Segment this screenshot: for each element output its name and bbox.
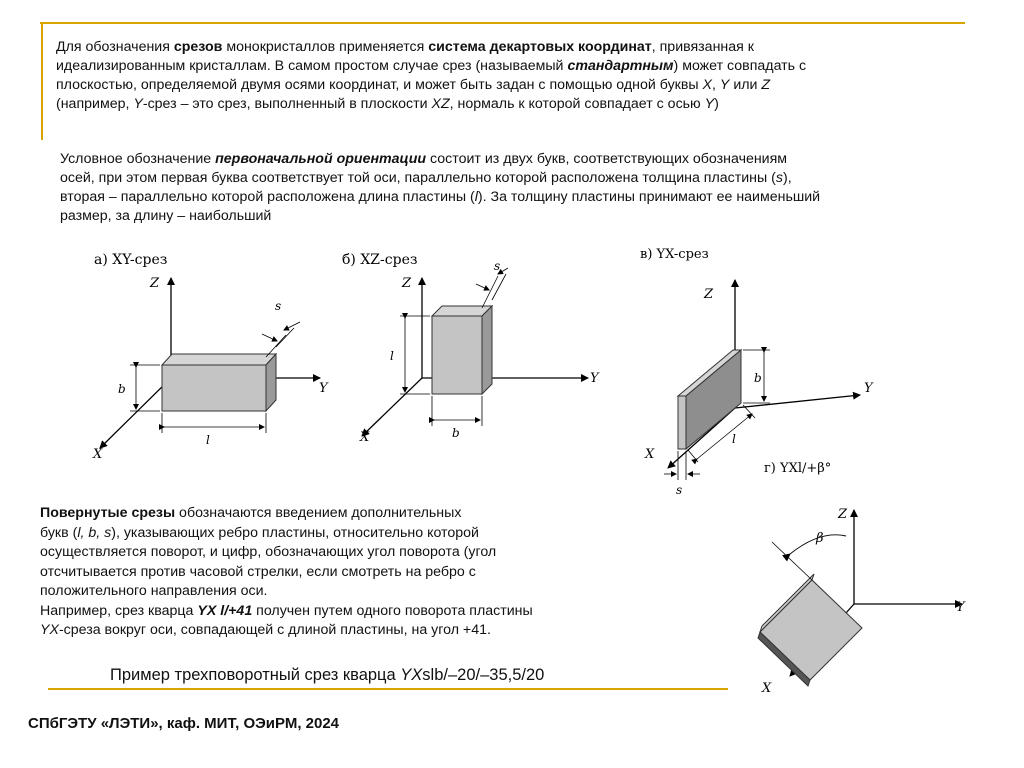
figure-g-title: г) YXl/+β°	[764, 461, 832, 476]
rot-line-7: YX-среза вокруг оси, совпадающей с длиной пластины, на угол +41.	[40, 622, 491, 638]
fig-b-s-label: s	[494, 259, 501, 273]
orient-line-1: Условное обозначение первоначальной ориентации состоит из двух букв, соответствующих обозначениям	[60, 151, 788, 167]
fig-v-x-label: X	[645, 447, 655, 462]
fig-a-z-label: Z	[150, 276, 160, 291]
fig-a-plate-top	[162, 354, 276, 365]
example-caption: Пример трехповоротный срез кварца YXslb/–20/–35,5/20	[110, 666, 545, 684]
rot-line-4: отсчитывается против часовой стрелки, если смотреть на ребро с	[40, 563, 476, 580]
fig-g-x-label: X	[762, 681, 772, 696]
fig-b-b-label: b	[452, 426, 460, 440]
orientation-paragraph	[60, 150, 980, 228]
rot-line-3: осуществляется поворот, и цифр, обозначающих угол поворота (угол	[40, 544, 497, 560]
fig-v-b-label: b	[754, 371, 762, 385]
intro-line-2: идеализированным кристаллам. В самом простом случае срез (называемый стандартным) может совпадать с	[56, 58, 807, 74]
rot-line-6: Например, срез кварца YX l/+41 получен путем одного поворота пластины	[40, 602, 533, 619]
fig-a-plate-front	[162, 365, 266, 411]
orient-line-3: вторая – параллельно которой расположена длина пластины (l). За толщину пластины принимают ее наименьший	[60, 189, 821, 205]
fig-v-plate-edge	[678, 396, 686, 449]
orient-line-4: размер, за длину – наибольший	[60, 208, 272, 224]
intro-line-1: Для обозначения срезов монокристаллов применяется система декартовых координат, привязанная к	[56, 39, 754, 55]
fig-b-plate-front	[432, 316, 482, 394]
fig-b-plate-side	[482, 306, 492, 394]
fig-b-z-label: Z	[402, 276, 412, 291]
rot-line-2: букв (l, b, s), указывающих ребро пластины, относительно которой	[40, 524, 479, 541]
fig-b-y-label: Y	[590, 371, 599, 386]
fig-v-s-label: s	[676, 483, 683, 497]
fig-b-l-label: l	[390, 349, 394, 363]
orient-line-2: осей, при этом первая буква соответствует той оси, параллельно которой расположена толщина пластины (s),	[60, 170, 792, 186]
rotated-paragraph	[40, 504, 720, 641]
fig-v-z-label: Z	[704, 287, 714, 302]
figure-b-title: б) XZ-срез	[342, 252, 418, 268]
fig-v-l-label: l	[732, 432, 736, 446]
figure-a-title: а) XY-срез	[94, 252, 168, 268]
intro-paragraph	[56, 38, 966, 114]
fig-b-x-label: X	[360, 430, 370, 445]
fig-a-b-label: b	[118, 382, 126, 396]
fig-g-y-label: Y	[956, 600, 965, 615]
left-rule	[41, 22, 43, 140]
fig-v-y-label: Y	[864, 381, 873, 396]
top-rule	[40, 22, 965, 24]
footer: СПбГЭТУ «ЛЭТИ», каф. МИТ, ОЭиРМ, 2024	[28, 715, 340, 732]
fig-a-l-label: l	[206, 433, 210, 447]
bottom-rule	[48, 688, 728, 690]
fig-a-x-label: X	[93, 447, 103, 462]
intro-line-3: плоскостью, определяемой двумя осями координат, и может быть задан с помощью одной буквы X, Y или Z	[56, 77, 771, 93]
intro-line-4: (например, Y-срез – это срез, выполненный в плоскости XZ, нормаль к которой совпадает с осью Y)	[56, 96, 719, 112]
fig-g-z-label: Z	[838, 507, 848, 522]
rot-line-5: положительного направления оси.	[40, 583, 268, 599]
fig-a-s-label: s	[275, 299, 282, 313]
rot-line-1: Повернутые срезы обозначаются введением дополнительных	[40, 505, 462, 521]
figure-v-title: в) YX-срез	[640, 247, 709, 262]
fig-g-beta-label: β	[816, 531, 824, 546]
fig-a-y-label: Y	[319, 381, 328, 396]
figure-g	[728, 456, 1000, 721]
